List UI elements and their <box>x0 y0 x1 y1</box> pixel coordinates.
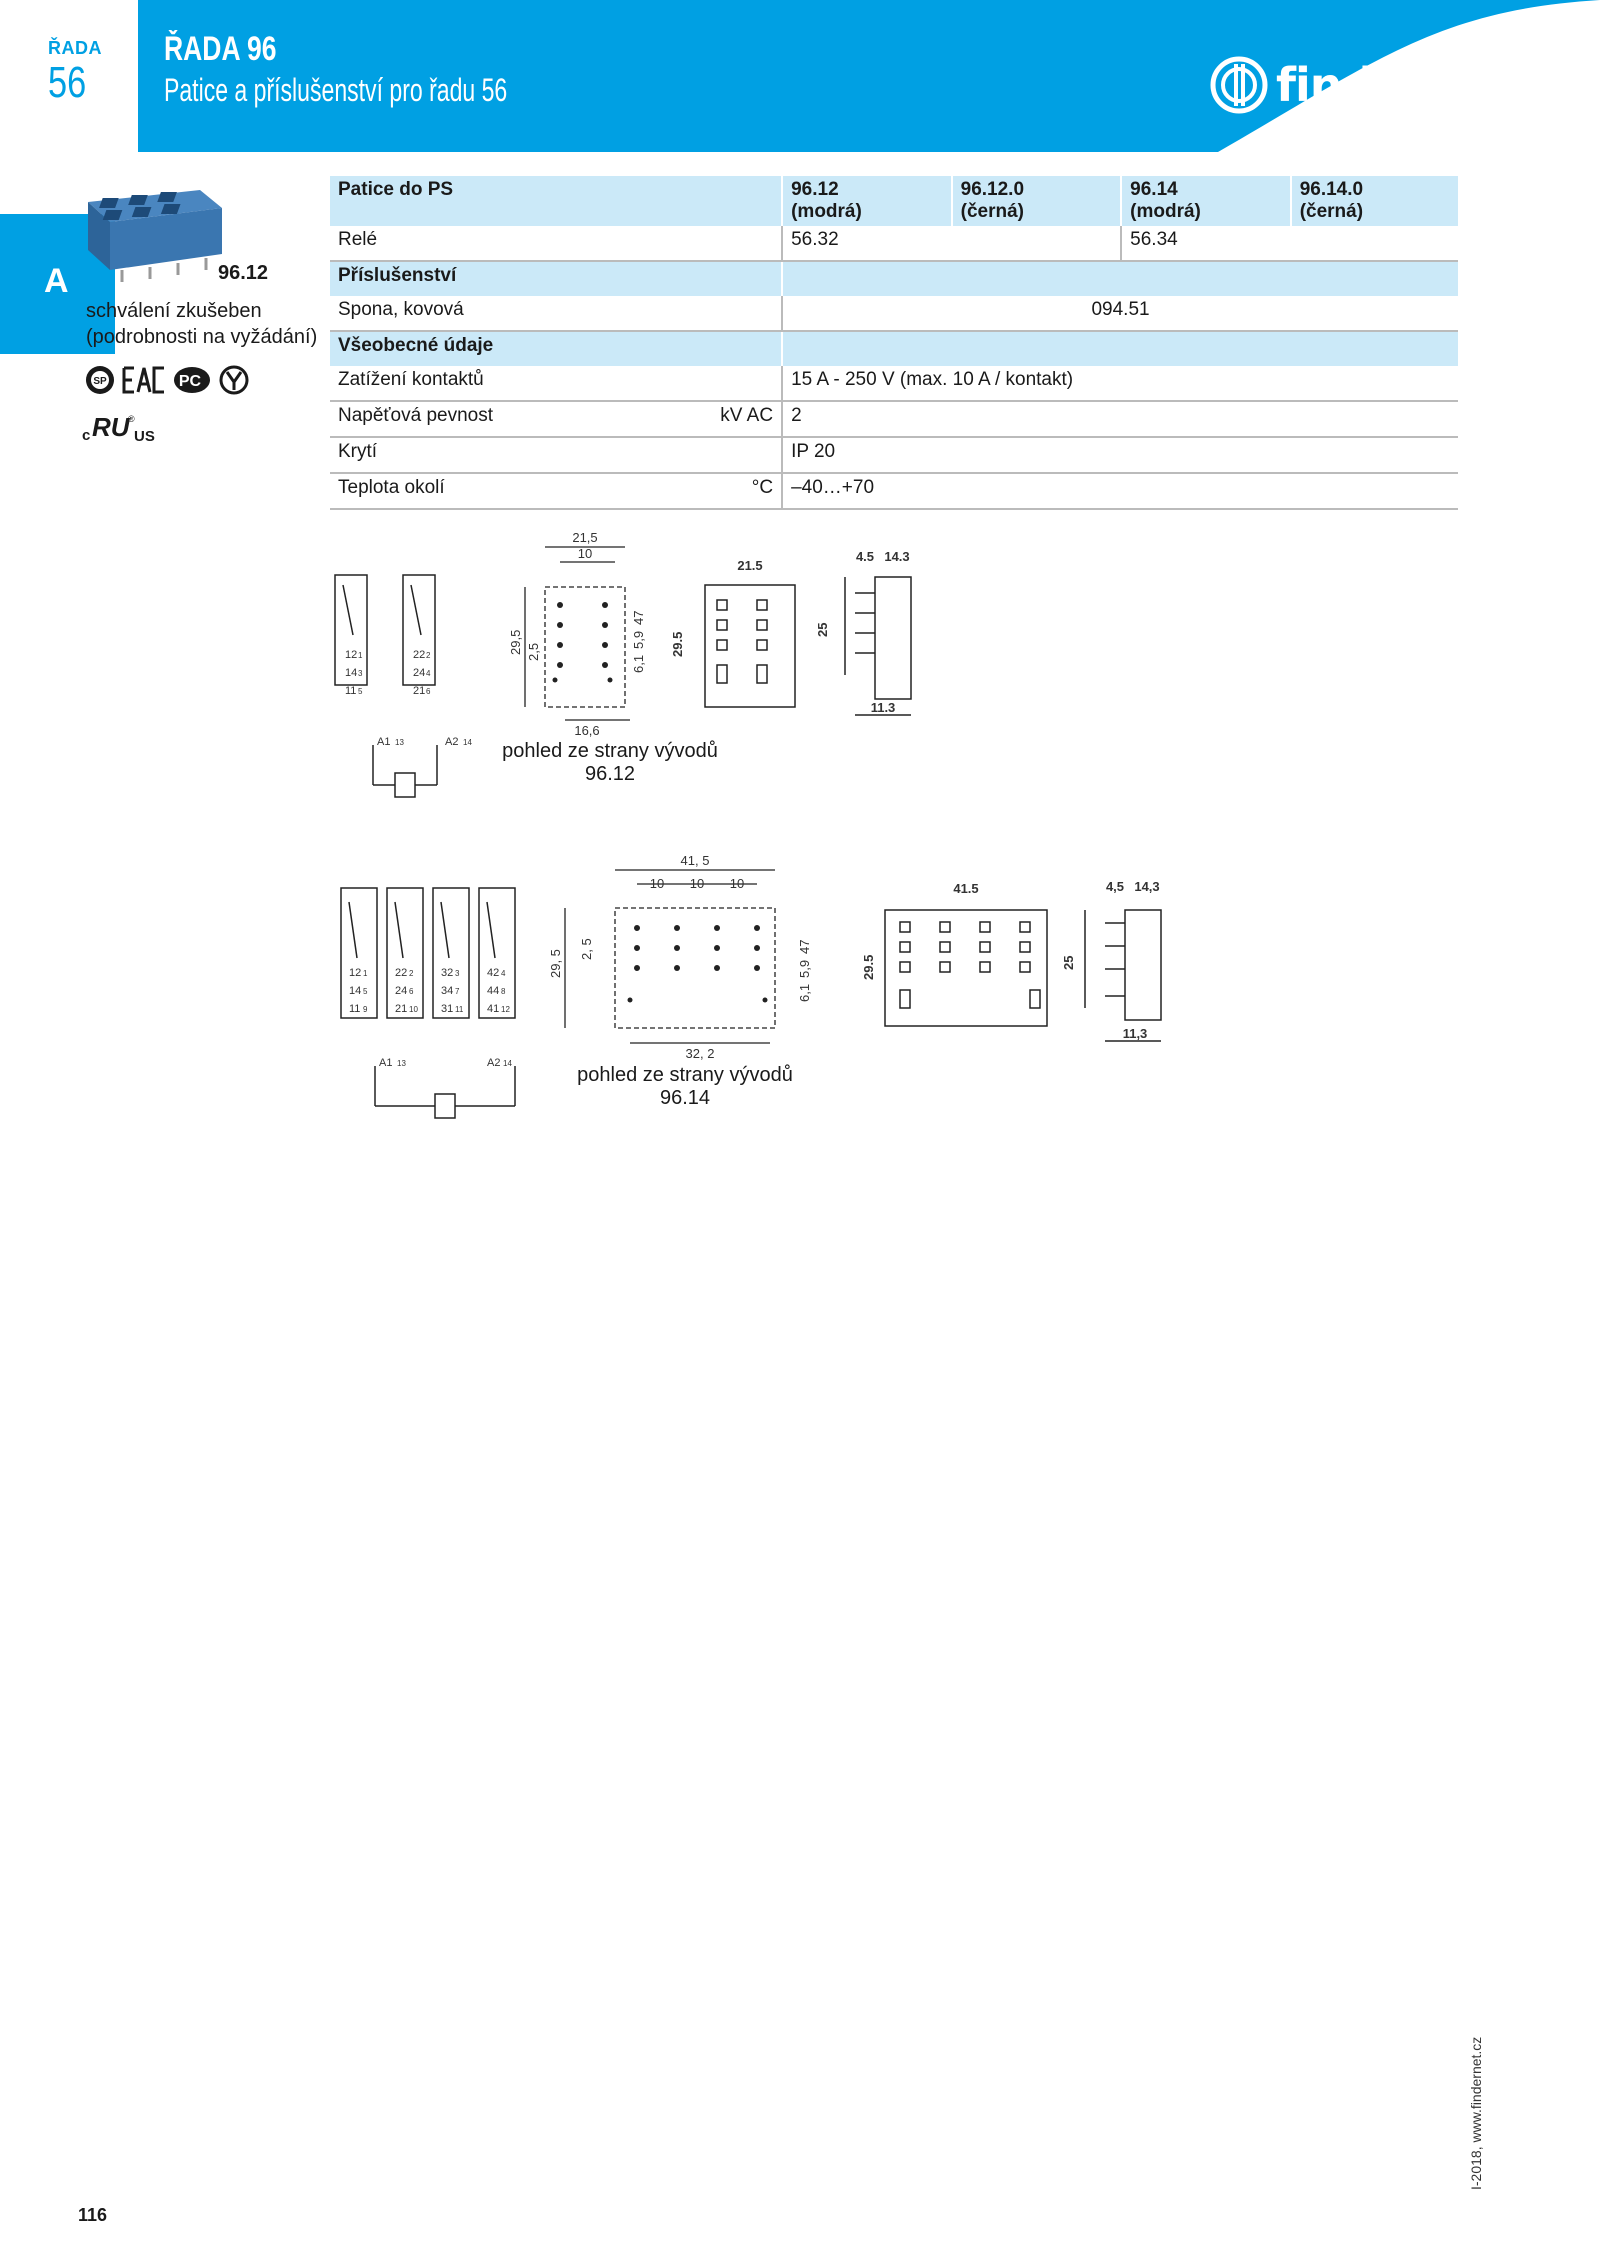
contact-label: 22 <box>413 649 426 661</box>
coil-label: A1 <box>377 736 391 748</box>
dim-label: 14,3 <box>1134 879 1160 894</box>
row-value: 15 A - 250 V (max. 10 A / kontakt) <box>782 366 1458 401</box>
contact-label: 44 <box>487 985 500 997</box>
svg-text:®: ® <box>128 414 135 424</box>
drawing-caption-96-14 <box>555 1064 815 1110</box>
coil-label: 13 <box>397 1059 406 1068</box>
page-title: ŘADA 96 <box>164 30 277 68</box>
dim-label: 4,5 <box>1105 879 1125 894</box>
dim-label: 41, 5 <box>680 853 710 868</box>
contact-label: 1 <box>363 969 368 978</box>
contact-label: 9 <box>363 1005 368 1014</box>
contact-label: 32 <box>441 967 454 979</box>
contact-label: 12 <box>345 649 358 661</box>
certification-icons <box>84 362 274 398</box>
body-front-view <box>885 910 1047 1026</box>
row-label-text: Zatížení kontaktů <box>338 369 484 390</box>
contact-labels <box>345 649 472 748</box>
section-spacer <box>782 331 1458 366</box>
col-code: 96.12 <box>791 179 839 200</box>
dim-label: 10 <box>689 876 705 891</box>
contact-label: 34 <box>441 985 454 997</box>
table-row <box>330 401 1458 437</box>
coil-label: A2 <box>487 1057 501 1069</box>
dim-label: 29.5 <box>670 631 685 657</box>
caption-line: 96.14 <box>659 1087 711 1109</box>
page-number: 116 <box>78 2205 108 2225</box>
contact-label: 4 <box>501 969 506 978</box>
contact-label: 24 <box>413 667 426 679</box>
dim-label: 16,6 <box>574 723 600 738</box>
svg-text:US: US <box>134 428 155 444</box>
contact-label: 11 <box>455 1005 464 1014</box>
body-side-view <box>1085 910 1161 1041</box>
table-row-rele <box>330 226 1458 261</box>
contact-label: 8 <box>501 987 506 996</box>
row-value: 2 <box>782 401 1458 437</box>
row-unit: kV AC <box>720 405 774 426</box>
series-label: ŘADA <box>48 38 102 58</box>
contact-label: 14 <box>345 667 358 679</box>
contact-label: 6 <box>409 987 414 996</box>
contact-label: 11 <box>349 1003 361 1015</box>
footer-side-text: I-2018, www.findernet.cz <box>1468 2036 1484 2190</box>
coil-label: 14 <box>463 738 472 747</box>
col-code: 96.14.0 <box>1299 179 1364 200</box>
dim-label: 47 <box>631 610 646 625</box>
svg-text:RU: RU <box>92 412 130 442</box>
dim-label: 6,1 <box>631 654 646 673</box>
coil-label: A2 <box>445 736 459 748</box>
footprint-drawing <box>525 547 630 720</box>
dim-label: 2, 5 <box>579 938 594 960</box>
dim-label: 5,9 <box>797 959 812 978</box>
series-number: 56 <box>48 58 87 107</box>
spec-table <box>330 176 1458 510</box>
dim-label: 14.3 <box>884 549 910 564</box>
body-front-view <box>705 585 795 707</box>
contact-label: 2 <box>409 969 414 978</box>
row-label: Spona, kovová <box>330 296 782 331</box>
page-subtitle: Patice a příslušenství pro řadu 56 <box>164 72 508 108</box>
footprint-holes <box>553 602 613 683</box>
contact-label: 12 <box>501 1005 510 1014</box>
dim-label: 10 <box>649 876 665 891</box>
coil-label: 13 <box>395 738 404 747</box>
dim-label: 47 <box>797 939 812 954</box>
table-row <box>330 366 1458 401</box>
row-value: –40…+70 <box>782 473 1458 509</box>
dim-label: 11.3 <box>870 700 896 715</box>
dim-label: 6,1 <box>797 983 812 1002</box>
contact-label: 41 <box>487 1003 500 1015</box>
socket-product-image <box>80 178 230 288</box>
approval-text <box>86 298 317 350</box>
dim-label: 25 <box>1061 955 1076 970</box>
row-label <box>330 473 782 509</box>
contact-label: 31 <box>441 1003 454 1015</box>
section-general <box>330 331 1458 366</box>
contact-label: 1 <box>358 651 363 660</box>
row-unit: °C <box>751 477 774 498</box>
spona-value: 094.51 <box>782 296 1458 331</box>
row-label-text: Napěťová pevnost <box>338 405 494 426</box>
contact-label: 3 <box>358 669 363 678</box>
side-dims <box>1061 879 1160 1041</box>
eac-icon <box>124 368 164 392</box>
col-color: (modrá) <box>1130 201 1201 222</box>
finder-logo-icon <box>1210 56 1268 114</box>
rele-value-14: 56.34 <box>1121 226 1458 261</box>
body-dims <box>861 881 979 980</box>
approval-line-2: (podrobnosti na vyžádání) <box>86 326 318 348</box>
col-color: (černá) <box>1299 201 1364 222</box>
product-code: 96.12 <box>218 262 269 284</box>
section-title: Všeobecné údaje <box>330 331 782 366</box>
section-title: Příslušenství <box>330 261 782 296</box>
section-accessories <box>330 261 1458 296</box>
coil-label: 14 <box>503 1059 512 1068</box>
footprint-drawing <box>565 870 775 1043</box>
col-code: 96.14 <box>1130 179 1178 200</box>
row-value: IP 20 <box>782 437 1458 473</box>
col-96-14 <box>1121 176 1291 226</box>
row-label <box>330 401 782 437</box>
col-code: 96.12.0 <box>960 179 1025 200</box>
dim-label: 25 <box>815 622 830 637</box>
svg-text:PC: PC <box>178 373 202 390</box>
row-label <box>330 366 782 401</box>
dim-label: 41.5 <box>953 881 979 896</box>
dim-label: 4.5 <box>855 549 875 564</box>
dim-label: 29,5 <box>508 629 523 655</box>
col-96-12-0 <box>952 176 1122 226</box>
contact-label: 4 <box>426 669 431 678</box>
rele-value-12: 56.32 <box>782 226 1121 261</box>
contact-label: 2 <box>426 651 431 660</box>
dim-label: 2,5 <box>526 642 541 661</box>
contact-label: 12 <box>349 967 362 979</box>
coil-label: A1 <box>379 1057 393 1069</box>
side-dims <box>815 549 910 715</box>
ukr-icon <box>221 367 247 393</box>
contact-label: 3 <box>455 969 460 978</box>
row-label-text: Teplota okolí <box>338 477 445 498</box>
dim-label: 10 <box>729 876 745 891</box>
dim-label: 21.5 <box>737 558 763 573</box>
table-header-label: Patice do PS <box>330 176 782 226</box>
gost-icon <box>174 367 210 393</box>
contact-label: 5 <box>363 987 368 996</box>
dim-label: 32, 2 <box>685 1046 715 1061</box>
contact-label: 11 <box>345 685 357 697</box>
contact-label: 21 <box>395 1003 408 1015</box>
contact-label: 42 <box>487 967 500 979</box>
table-row <box>330 473 1458 509</box>
row-label <box>330 437 782 473</box>
contact-label: 22 <box>395 967 408 979</box>
caption-line: pohled ze strany vývodů <box>577 1064 793 1086</box>
col-color: (černá) <box>960 201 1024 222</box>
caption-line: pohled ze strany vývodů <box>502 740 718 762</box>
contact-label: 14 <box>349 985 362 997</box>
col-color: (modrá) <box>791 201 862 222</box>
dim-label: 5,9 <box>631 630 646 649</box>
approval-line-1: schválení zkušeben <box>86 300 262 322</box>
dim-label: 10 <box>577 546 593 561</box>
drawing-caption-96-12 <box>480 740 740 786</box>
contact-label: 6 <box>426 687 431 696</box>
contact-label: 7 <box>455 987 460 996</box>
row-label: Relé <box>330 226 782 261</box>
dim-label: 21,5 <box>572 530 598 545</box>
contact-label: 10 <box>409 1005 418 1014</box>
col-96-12 <box>782 176 952 226</box>
dim-label: 29, 5 <box>548 949 563 978</box>
contact-label: 21 <box>413 685 426 697</box>
caption-line: 96.12 <box>584 763 636 785</box>
csa-icon <box>86 366 114 394</box>
table-header-row <box>330 176 1458 226</box>
section-tab-letter: A <box>44 262 69 300</box>
cul-us-icon <box>80 412 160 444</box>
finder-logo <box>1210 54 1425 116</box>
dim-label: 29.5 <box>861 954 876 980</box>
contact-label: 24 <box>395 985 408 997</box>
finder-logo-text: finder <box>1276 58 1426 112</box>
body-side-view <box>845 577 911 715</box>
col-96-14-0 <box>1291 176 1458 226</box>
section-spacer <box>782 261 1458 296</box>
row-label-text: Krytí <box>338 441 378 462</box>
table-row <box>330 437 1458 473</box>
svg-text:c: c <box>82 427 91 444</box>
footprint-holes <box>628 925 768 1003</box>
contact-label: 5 <box>358 687 363 696</box>
svg-text:SP: SP <box>93 376 107 387</box>
table-row-spona <box>330 296 1458 331</box>
dim-label: 11,3 <box>1122 1026 1148 1041</box>
